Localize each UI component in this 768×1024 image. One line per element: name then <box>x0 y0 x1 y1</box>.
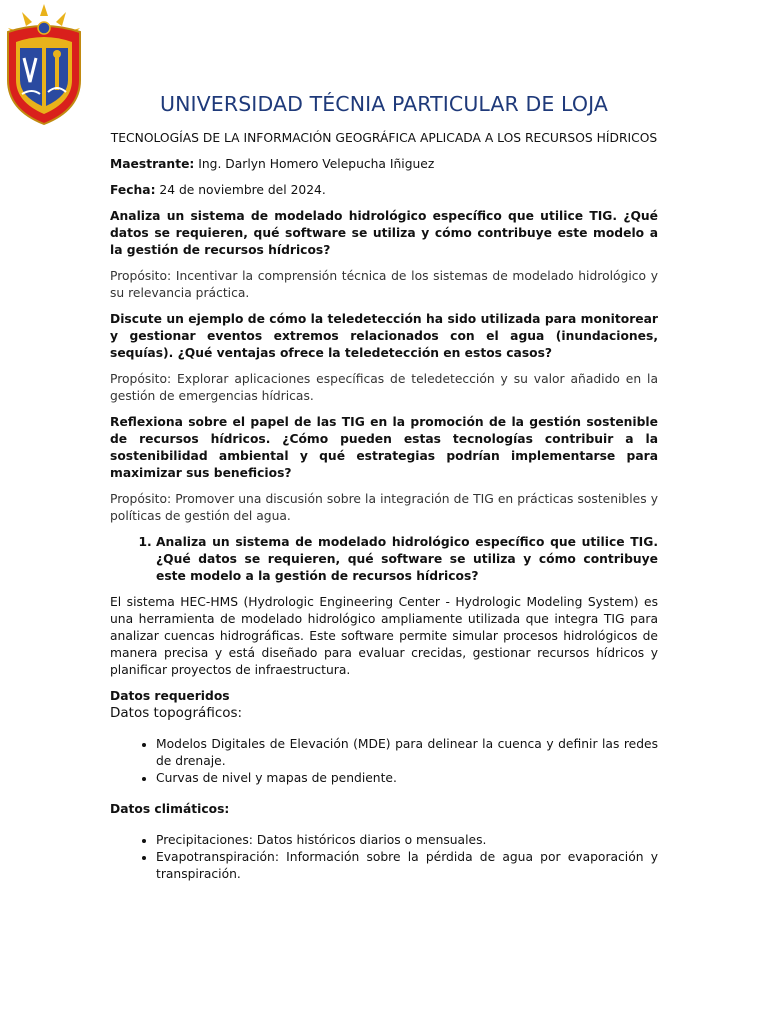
list-item: • Modelos Digitales de Elevación (MDE) para delinear la cuenca y definir las redes de drenaje. <box>156 736 658 770</box>
topo-list <box>110 736 658 787</box>
answer-question-heading: 1. Analiza un sistema de modelado hidrológico específico que utilice TIG. ¿Qué datos se requieren, qué software se utiliza y cómo contribuye este modelo a la gestión de recursos hídricos? <box>156 534 658 585</box>
topo-heading: Datos topográficos: <box>110 705 243 721</box>
author-value: Ing. Darlyn Homero Velepucha Iñiguez <box>194 157 435 171</box>
date-label: Fecha: <box>110 183 156 197</box>
author-line <box>110 156 658 173</box>
purpose-3: Propósito: Promover una discusión sobre la integración de TIG en prácticas sostenibles y políticas de gestión del agua. <box>110 492 658 523</box>
date-value: 24 de noviembre del 2024. <box>155 183 326 197</box>
list-item: • Curvas de nivel y mapas de pendiente. <box>156 770 658 787</box>
page-title: UNIVERSIDAD TÉCNIA PARTICULAR DE LOJA <box>159 92 608 116</box>
answer-list <box>110 534 658 585</box>
document-body <box>110 130 658 897</box>
purpose-2: Propósito: Explorar aplicaciones específicas de teledetección y su valor añadido en la gestión de emergencias hídricas. <box>110 372 658 403</box>
question-1: Analiza un sistema de modelado hidrológico específico que utilice TIG. ¿Qué datos se requieren, qué software se utiliza y cómo contribuye este modelo a la gestión de recursos hídricos? <box>110 209 658 257</box>
purpose-1: Propósito: Incentivar la comprensión técnica de los sistemas de modelado hidrológico y su relevancia práctica. <box>110 269 658 300</box>
question-3: Reflexiona sobre el papel de las TIG en la promoción de la gestión sostenible de recursos hídricos. ¿Cómo pueden estas tecnologías contribuir a la sostenibilidad ambiental y qué estrategias podrían implementarse para maximizar sus beneficios? <box>110 415 658 480</box>
document-subtitle: TECNOLOGÍAS DE LA INFORMACIÓN GEOGRÁFICA APLICADA A LOS RECURSOS HÍDRICOS <box>110 131 658 145</box>
list-item: • Precipitaciones: Datos históricos diarios o mensuales. <box>156 832 658 849</box>
climate-list <box>110 832 658 883</box>
climate-heading: Datos climáticos: <box>110 802 230 816</box>
author-label: Maestrante: <box>110 157 195 171</box>
date-line <box>110 182 658 199</box>
question-2: Discute un ejemplo de cómo la teledetección ha sido utilizada para monitorear y gestionar eventos extremos relacionados con el agua (inundaciones, sequías). ¿Qué ventajas ofrece la teledetección en estos casos? <box>110 312 658 360</box>
list-item: • Evapotranspiración: Información sobre la pérdida de agua por evaporación y transpiración. <box>156 849 658 883</box>
answer-intro: El sistema HEC-HMS (Hydrologic Engineering Center - Hydrologic Modeling System) es una herramienta de modelado hidrológico ampliamente utilizada que integra TIG para analizar cuencas hidrográficas. Este software permite simular procesos hidrológicos de manera precisa y está diseñado para evaluar crecidas, gestionar recursos hídricos y planificar proyectos de infraestructura. <box>110 595 658 677</box>
data-heading: Datos requeridos <box>110 689 230 703</box>
